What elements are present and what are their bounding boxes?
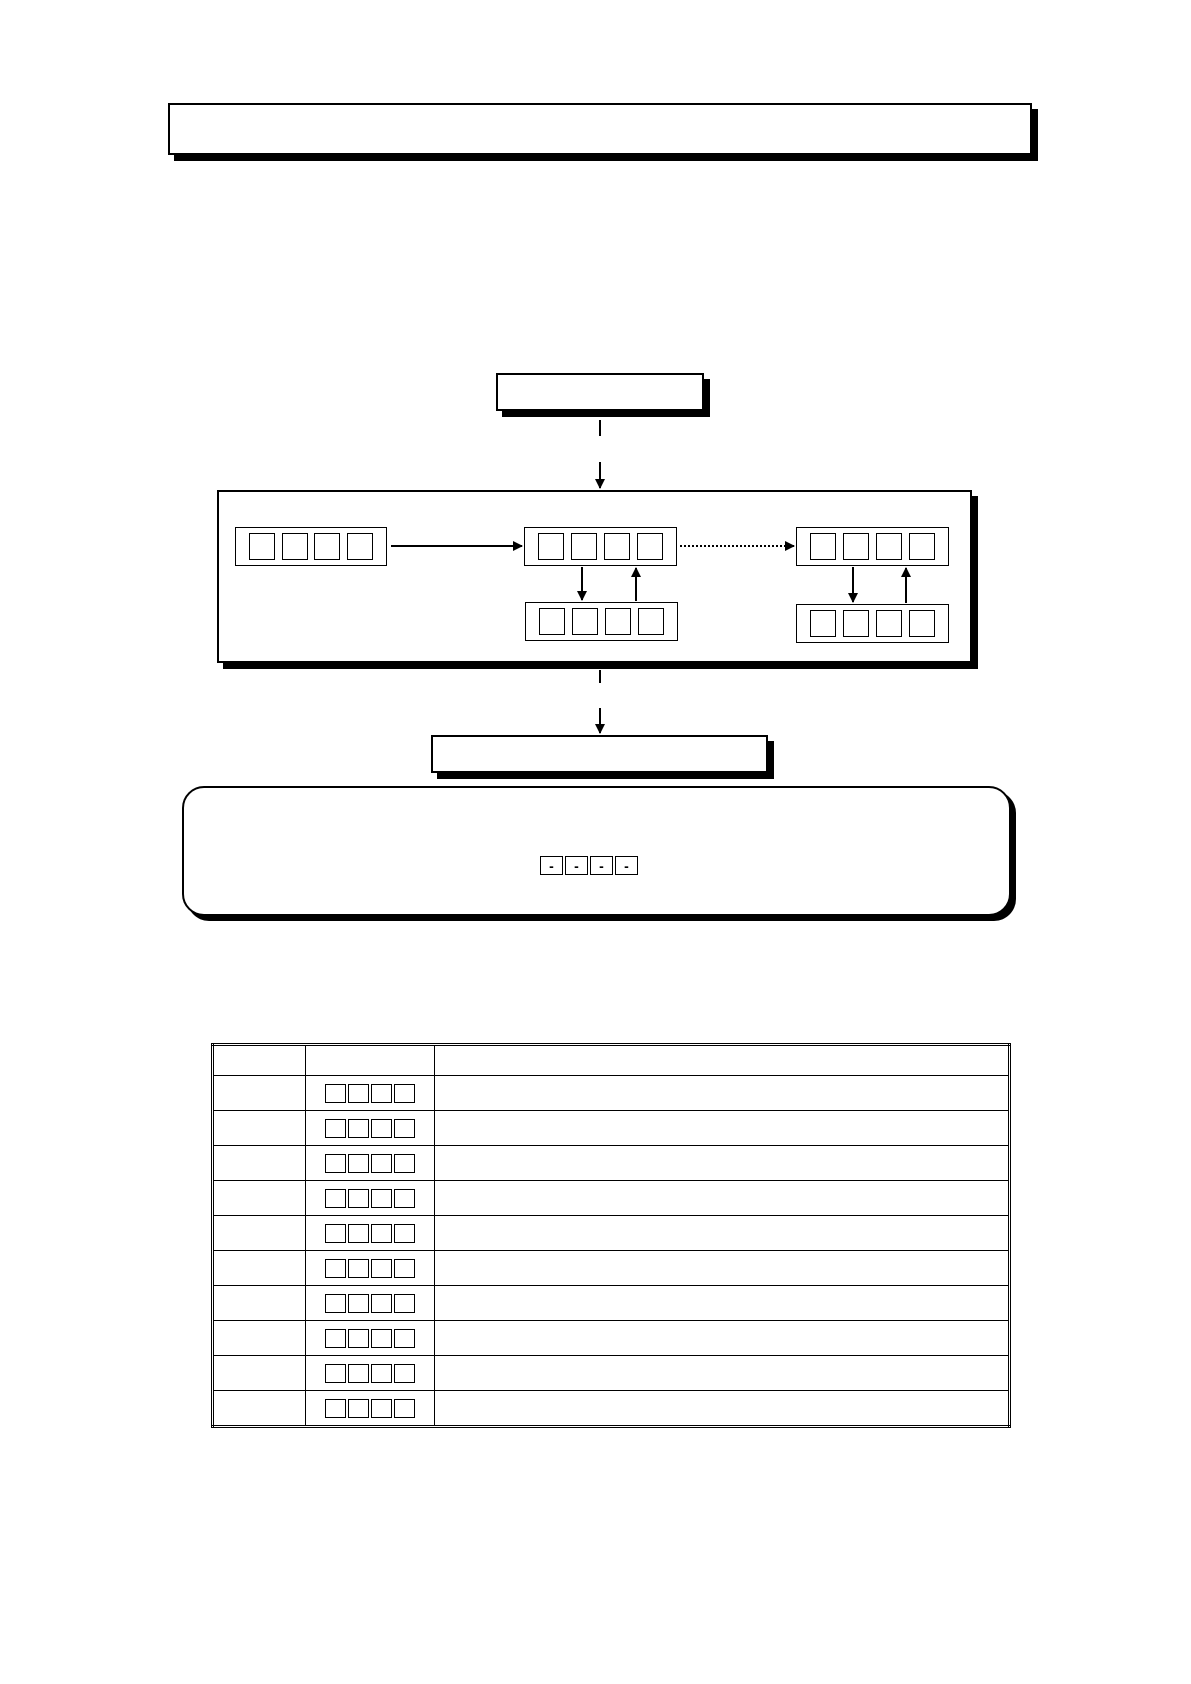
code-cell [394,1364,415,1383]
table-row [213,1076,1010,1111]
cell [638,608,664,635]
table-header-cell [306,1045,435,1076]
code-cell [325,1154,346,1173]
table-cell-code [306,1111,435,1146]
table-row [213,1356,1010,1391]
table-cell-code [306,1286,435,1321]
table-row [213,1251,1010,1286]
table-cell-code [306,1181,435,1216]
code-cell [348,1154,369,1173]
table-cell-desc [435,1251,1010,1286]
cell [909,610,935,637]
table-cell-desc [435,1321,1010,1356]
table-cell-no [213,1391,306,1427]
table-cell-code [306,1321,435,1356]
result-code-cells [540,856,640,875]
code-cell [394,1224,415,1243]
table-header-cell [435,1045,1010,1076]
output-box [431,735,768,773]
code-cell [394,1399,415,1418]
code-cell: - [590,856,613,875]
table-cell-no [213,1356,306,1391]
table-cell-desc [435,1076,1010,1111]
table-cell-no [213,1286,306,1321]
cell [876,533,902,560]
table-cell-no [213,1251,306,1286]
code-cell [325,1119,346,1138]
table-header-row [213,1045,1010,1076]
cell [605,608,631,635]
table-cell-desc [435,1146,1010,1181]
code-cell [394,1154,415,1173]
table-header-cell [213,1045,306,1076]
code-cells [306,1154,434,1173]
code-cells [306,1119,434,1138]
table-cell-no [213,1321,306,1356]
code-table [211,1043,1011,1428]
table-body [213,1076,1010,1427]
code-cell [371,1329,392,1348]
source-cell-group [235,527,387,566]
code-cells [306,1329,434,1348]
table-row [213,1216,1010,1251]
code-cells [306,1294,434,1313]
table-cell-no [213,1216,306,1251]
code-cell [371,1224,392,1243]
code-cells [306,1224,434,1243]
table-cell-desc [435,1216,1010,1251]
cell [347,533,373,560]
code-cell: - [540,856,563,875]
table-row [213,1111,1010,1146]
code-cells [306,1084,434,1103]
code-cell [325,1294,346,1313]
code-cell [394,1119,415,1138]
code-cell [371,1119,392,1138]
table-cell-desc [435,1391,1010,1427]
code-cells [306,1364,434,1383]
cell [843,533,869,560]
result-panel [182,786,1011,916]
code-cell [394,1329,415,1348]
code-cell [348,1364,369,1383]
table-cell-desc [435,1356,1010,1391]
code-cell [348,1399,369,1418]
cell [282,533,308,560]
table-cell-no [213,1181,306,1216]
cell [843,610,869,637]
cell [810,610,836,637]
code-cell [348,1259,369,1278]
code-cell [325,1329,346,1348]
code-cells [306,1259,434,1278]
right-bottom-cell-group [796,604,949,643]
cell [249,533,275,560]
code-cell [325,1399,346,1418]
table-cell-no [213,1076,306,1111]
code-cell: - [615,856,638,875]
code-cell [371,1189,392,1208]
code-cell [371,1084,392,1103]
code-cell [394,1084,415,1103]
table-row [213,1181,1010,1216]
input-box [496,373,704,411]
code-cell [348,1119,369,1138]
table-cell-no [213,1146,306,1181]
cell [538,533,564,560]
code-cells [306,1189,434,1208]
code-cell [325,1259,346,1278]
table-cell-code [306,1146,435,1181]
cell [810,533,836,560]
code-cell [325,1084,346,1103]
right-top-cell-group [796,527,949,566]
code-cell [348,1084,369,1103]
table-cell-desc [435,1286,1010,1321]
table-row [213,1321,1010,1356]
code-cell [325,1189,346,1208]
code-cell [348,1224,369,1243]
code-cells [306,1399,434,1418]
table-row [213,1286,1010,1321]
cell [637,533,663,560]
table-cell-code [306,1076,435,1111]
code-cell [371,1154,392,1173]
table-cell-code [306,1356,435,1391]
code-cell [371,1364,392,1383]
result-panel-text [184,788,1009,810]
code-cell [325,1224,346,1243]
code-cell [371,1294,392,1313]
page-title-box [168,103,1032,155]
code-cell: - [565,856,588,875]
table-cell-code [306,1251,435,1286]
code-cell [348,1294,369,1313]
cell [604,533,630,560]
table-cell-desc [435,1181,1010,1216]
cell [571,533,597,560]
code-cell [371,1259,392,1278]
table-cell-no [213,1111,306,1146]
table-row [213,1391,1010,1427]
code-cell [348,1189,369,1208]
code-cell [371,1399,392,1418]
table-cell-desc [435,1111,1010,1146]
cell [572,608,598,635]
code-cell [394,1294,415,1313]
code-cell [394,1189,415,1208]
cell [876,610,902,637]
code-cell [348,1329,369,1348]
cell [909,533,935,560]
cell [314,533,340,560]
table-row [213,1146,1010,1181]
table-cell-code [306,1216,435,1251]
middle-bottom-cell-group [525,602,678,641]
code-cell [325,1364,346,1383]
middle-top-cell-group [524,527,677,566]
cell [539,608,565,635]
table-cell-code [306,1391,435,1427]
code-cell [394,1259,415,1278]
